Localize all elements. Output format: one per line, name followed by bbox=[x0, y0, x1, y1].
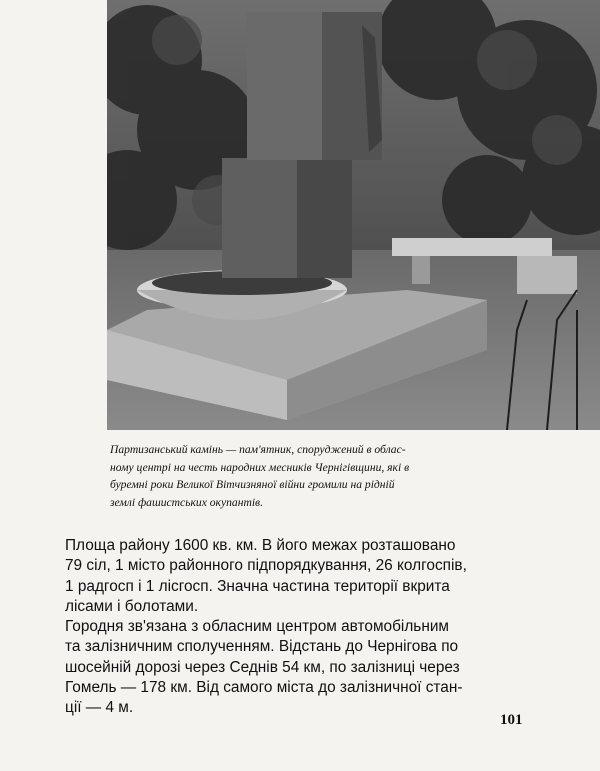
body-line: 79 сіл, 1 місто районного підпорядкування, 26 колгоспів, bbox=[65, 557, 467, 575]
body-line: ції — 4 м. bbox=[65, 699, 134, 717]
memorial-photo bbox=[107, 0, 600, 430]
body-text bbox=[65, 536, 525, 719]
caption-line: землі фашистських окупантів. bbox=[110, 495, 263, 509]
photo-caption bbox=[110, 441, 530, 511]
caption-line: ному центрі на честь народних месників Чернігівщини, які в bbox=[110, 460, 410, 474]
page-number: 101 bbox=[500, 712, 523, 728]
body-line: лісами і болотами. bbox=[65, 597, 199, 615]
caption-line: буремні роки Великої Вітчизняної війни громили на рідній bbox=[110, 478, 395, 491]
body-line: Гомель — 178 км. Від самого міста до залізничної стан- bbox=[65, 679, 463, 697]
memorial-illustration bbox=[107, 0, 600, 430]
caption-line: Партизанський камінь — пам'ятник, споруджений в облас- bbox=[110, 443, 406, 456]
body-line: та залізничним сполученням. Відстань до Чернігова по bbox=[65, 638, 459, 656]
body-line: 1 радгосп і 1 лісгосп. Значна частина території вкрита bbox=[65, 577, 450, 595]
body-line: шосейній дорозі через Седнів 54 км, по залізниці через bbox=[65, 658, 460, 676]
body-line: Городня зв'язана з обласним центром автомобільним bbox=[65, 618, 450, 636]
body-line: Площа району 1600 кв. км. В його межах розташовано bbox=[65, 537, 456, 554]
